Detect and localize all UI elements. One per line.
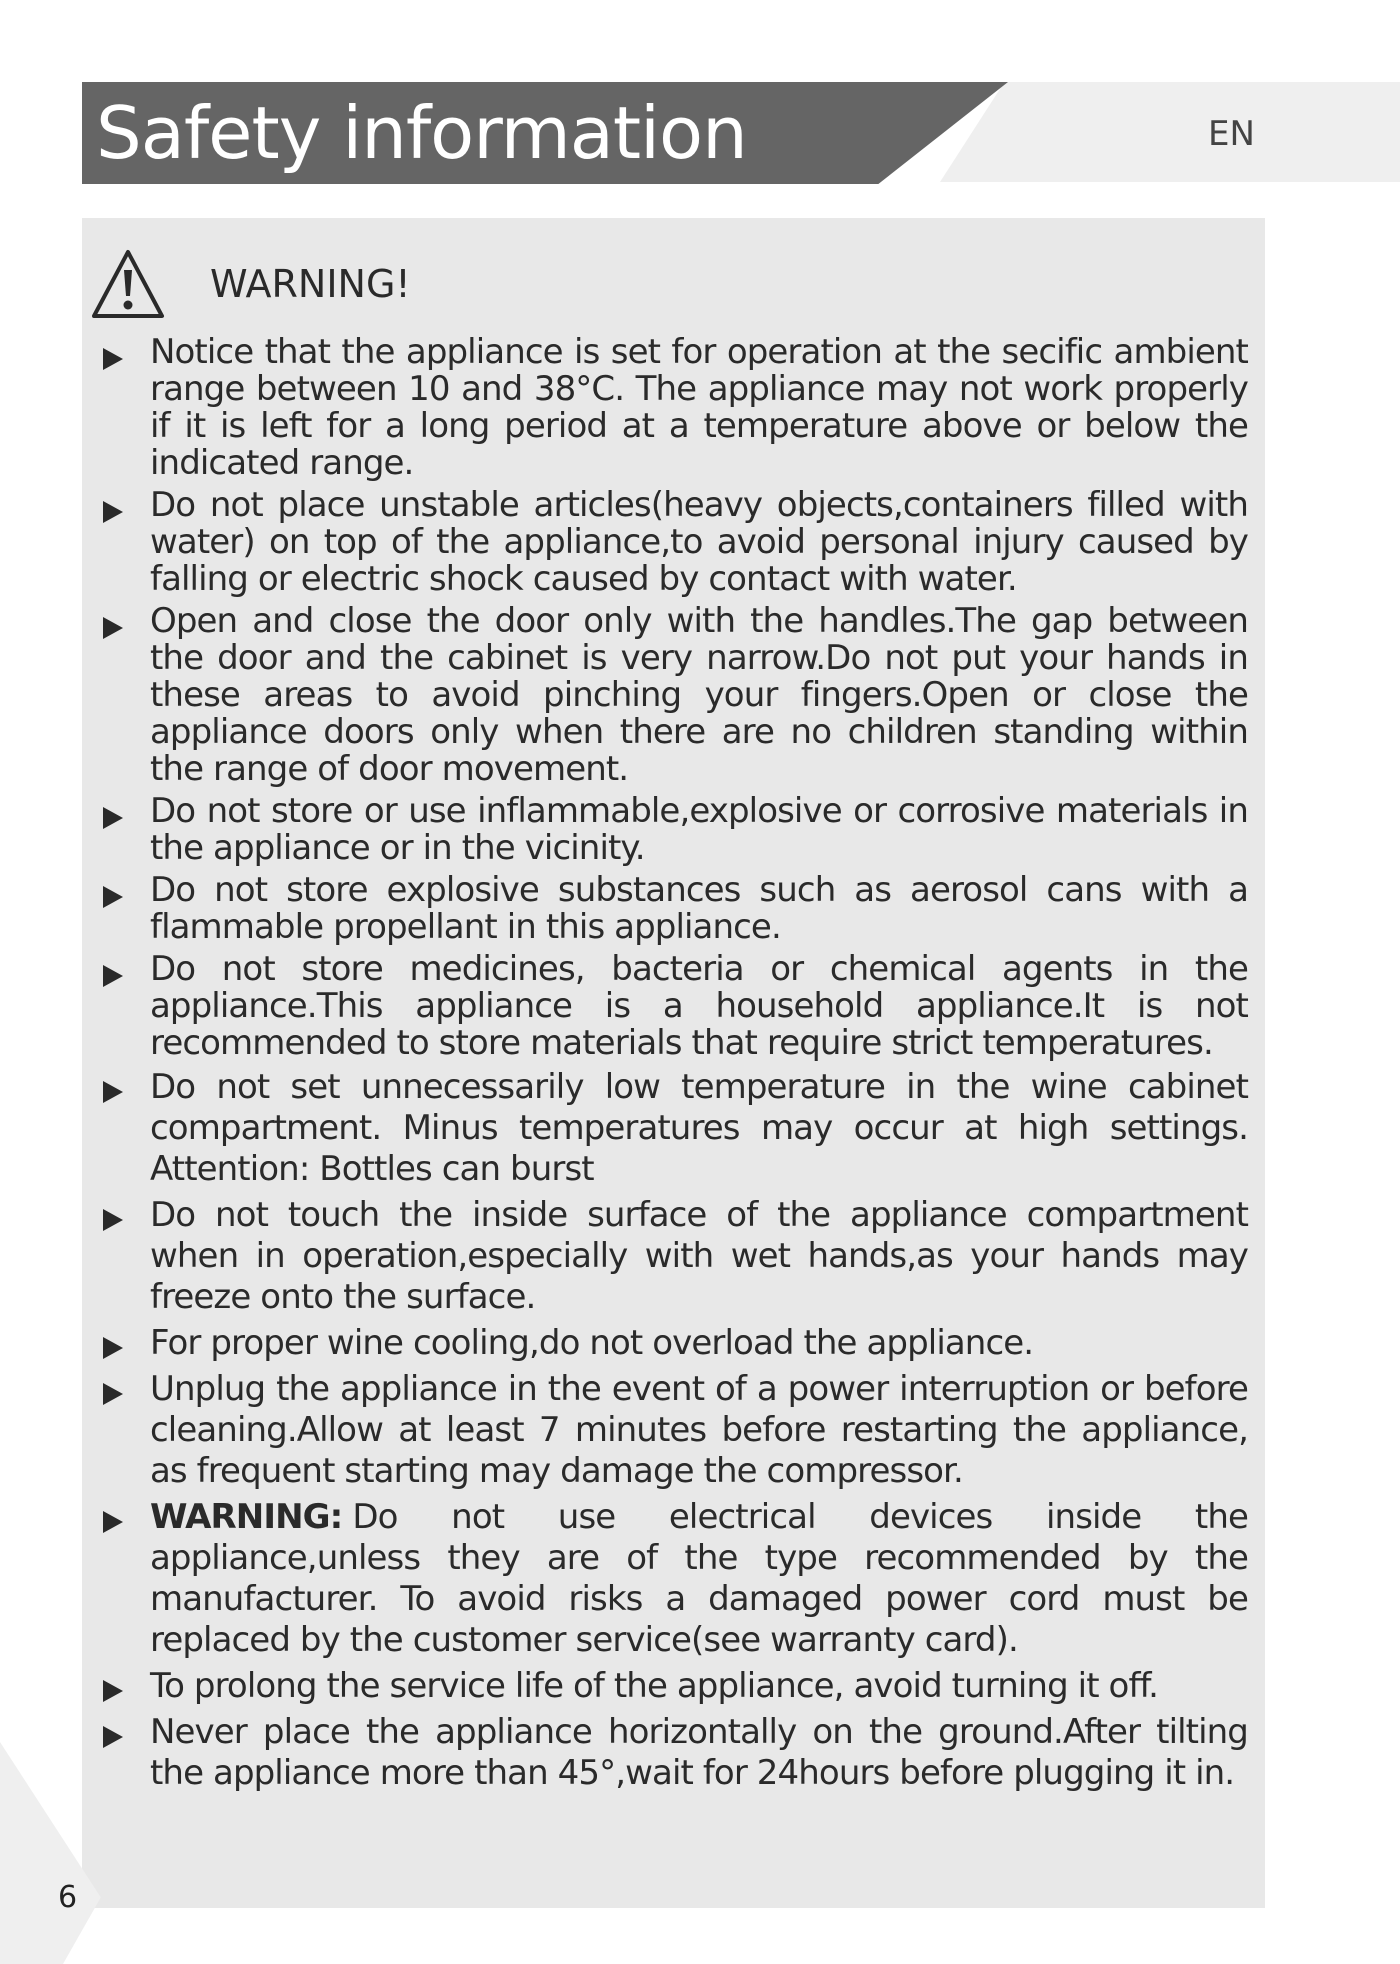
bullet-arrow-icon [103,1726,123,1748]
item-text: For proper wine cooling,do not overload the appliance. [150,1323,1034,1363]
bullet-arrow-icon [103,886,123,908]
list-item [100,603,1248,788]
bullet-arrow-icon [103,807,123,829]
item-text: Do not place unstable articles(heavy objects,containers filled with water) on top of the appliance,to avoid personal injury caused by falling or electric shock caused by contact with water. [150,485,1248,599]
warning-label: WARNING: [150,1497,343,1537]
bullet-arrow-icon [103,1081,123,1103]
item-text: Unplug the appliance in the event of a power interruption or before cleaning.Allow at least 7 minutes before restarting the appliance, as frequent starting may damage the compressor. [150,1369,1248,1491]
item-text: Do not touch the inside surface of the appliance compartment when in operation,especially with wet hands,as your hands may freeze onto the surface. [150,1195,1248,1317]
list-item [100,793,1248,867]
warning-title: WARNING! [210,262,411,306]
item-text: Do not set unnecessarily low temperature in the wine cabinet compartment. Minus temperatures may occur at high settings. Attention: Bottles can burst [150,1067,1248,1189]
list-item [100,334,1248,482]
item-text: To prolong the service life of the appliance, avoid turning it off. [150,1666,1159,1706]
page-title: Safety information [96,91,747,175]
item-text: Do not use electrical devices inside the appliance,unless they are of the type recommended by the manufacturer. To avoid risks a damaged power cord must be replaced by the customer service(see warranty card). [150,1497,1248,1660]
list-item [100,1195,1248,1318]
bullet-arrow-icon [103,1209,123,1231]
bullet-arrow-icon [103,348,123,370]
item-text: Do not store medicines, bacteria or chemical agents in the appliance.This appliance is a household appliance.It is not recommended to store materials that require strict temperatures. [150,949,1248,1063]
bullet-arrow-icon [103,1511,123,1533]
list-item [100,1712,1248,1794]
item-text: Notice that the appliance is set for operation at the secific ambient range between 10 and 38°C. The appliance may not work properly if it is left for a long period at a temperature above or below the indicated range. [150,332,1248,483]
item-text: Open and close the door only with the handles.The gap between the door and the cabinet is very narrow.Do not put your hands in these areas to avoid pinching your fingers.Open or close the appliance doors only when there are no children standing within the range of door movement. [150,601,1248,789]
list-item [100,1666,1248,1707]
item-text: Do not store or use inflammable,explosive or corrosive materials in the appliance or in the vicinity. [150,791,1248,868]
bullet-arrow-icon [103,501,123,523]
list-item [100,1323,1248,1364]
bullet-arrow-icon [103,1383,123,1405]
list-item [100,1497,1248,1661]
header-corner-decoration [940,82,1400,182]
warning-triangle-icon [90,248,166,320]
list-item [100,487,1248,598]
list-item [100,951,1248,1062]
safety-list [100,334,1248,1799]
warning-header [90,246,411,322]
bullet-arrow-icon [103,617,123,639]
bullet-arrow-icon [103,965,123,987]
list-item [100,872,1248,946]
item-text: Never place the appliance horizontally on the ground.After tilting the appliance more than 45°,wait for 24hours before plugging it in. [150,1712,1248,1793]
list-item [100,1067,1248,1190]
bullet-arrow-icon [103,1337,123,1359]
item-text: Do not store explosive substances such as aerosol cans with a flammable propellant in this appliance. [150,870,1248,947]
language-code: EN [1208,114,1255,154]
list-item [100,1369,1248,1492]
bullet-arrow-icon [103,1680,123,1702]
page-number: 6 [58,1880,78,1915]
